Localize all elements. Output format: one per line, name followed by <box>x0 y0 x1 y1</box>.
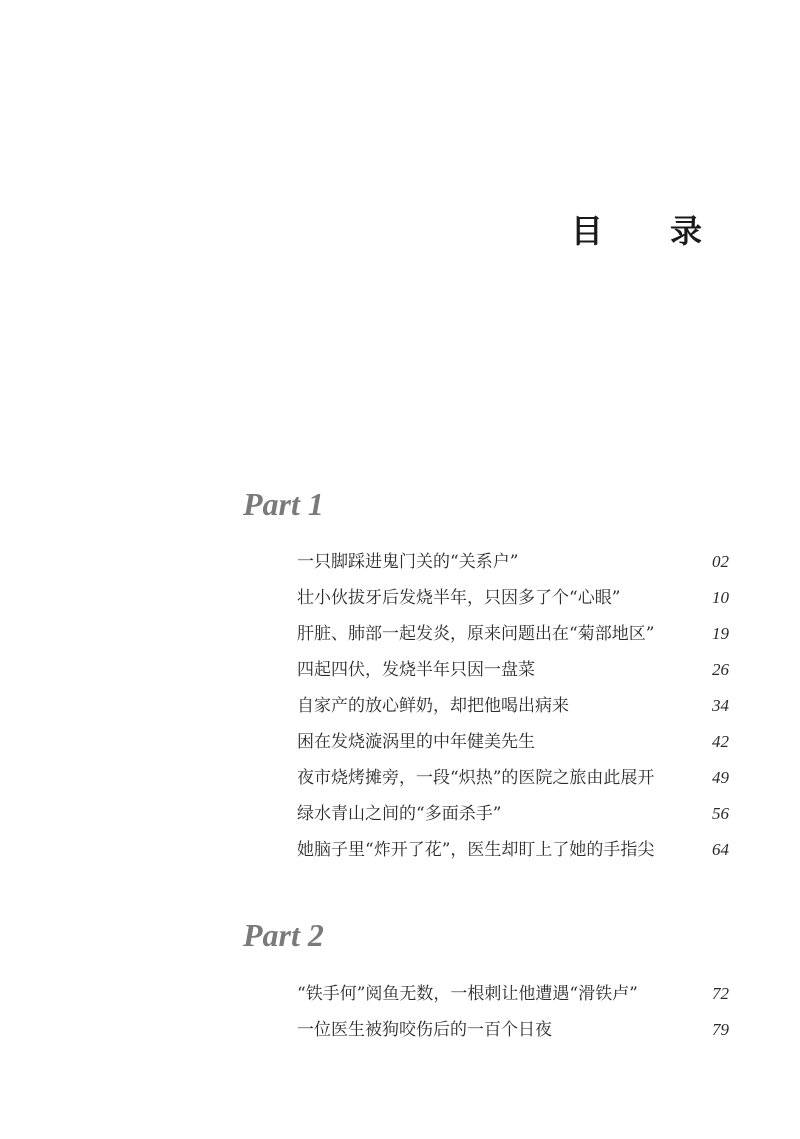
toc-title: 目 录 <box>570 212 730 251</box>
toc-entry[interactable] <box>297 652 729 688</box>
part-1-section <box>243 484 743 860</box>
entry-page-number: 02 <box>712 552 729 571</box>
entry-title: 四起四伏，发烧半年只因一盘菜 <box>297 660 535 680</box>
entry-title: 壮小伙拔牙后发烧半年，只因多了个“心眼” <box>297 588 621 608</box>
entry-page-number: 19 <box>712 624 729 643</box>
toc-entry[interactable] <box>297 724 729 760</box>
entry-page-number: 64 <box>712 840 729 859</box>
entry-page-number: 49 <box>712 768 729 787</box>
toc-entry[interactable] <box>297 616 729 652</box>
toc-entry[interactable] <box>297 544 729 580</box>
toc-entry[interactable] <box>297 688 729 724</box>
entry-page-number: 72 <box>712 984 729 1003</box>
toc-entry[interactable] <box>297 976 729 1012</box>
entry-title: 一位医生被狗咬伤后的一百个日夜 <box>297 1020 552 1040</box>
part-heading: Part 2 <box>243 917 324 953</box>
toc-entry-list <box>297 544 729 868</box>
toc-entry[interactable] <box>297 580 729 616</box>
part-heading: Part 1 <box>243 486 324 522</box>
toc-entry[interactable] <box>297 832 729 868</box>
toc-entry[interactable] <box>297 760 729 796</box>
entry-title: 绿水青山之间的“多面杀手” <box>297 804 502 824</box>
entry-page-number: 79 <box>712 1020 729 1039</box>
toc-entry[interactable] <box>297 1012 729 1048</box>
entry-page-number: 34 <box>712 696 729 715</box>
entry-page-number: 56 <box>712 804 729 823</box>
entry-title: 她脑子里“炸开了花”，医生却盯上了她的手指尖 <box>297 840 655 860</box>
entry-title: 困在发烧漩涡里的中年健美先生 <box>297 732 535 752</box>
entry-title: 一只脚踩进鬼门关的“关系户” <box>297 552 519 572</box>
entry-title: 自家产的放心鲜奶，却把他喝出病来 <box>297 696 569 716</box>
entry-page-number: 10 <box>712 588 729 607</box>
toc-entry[interactable] <box>297 796 729 832</box>
toc-entry-list <box>297 976 729 1048</box>
entry-page-number: 26 <box>712 660 729 679</box>
part-2-section <box>243 915 743 1040</box>
entry-title: “铁手何”阅鱼无数，一根刺让他遭遇“滑铁卢” <box>297 984 638 1004</box>
entry-title: 夜市烧烤摊旁，一段“炽热”的医院之旅由此展开 <box>297 768 655 788</box>
entry-page-number: 42 <box>712 732 729 751</box>
entry-title: 肝脏、肺部一起发炎，原来问题出在“菊部地区” <box>297 624 655 644</box>
